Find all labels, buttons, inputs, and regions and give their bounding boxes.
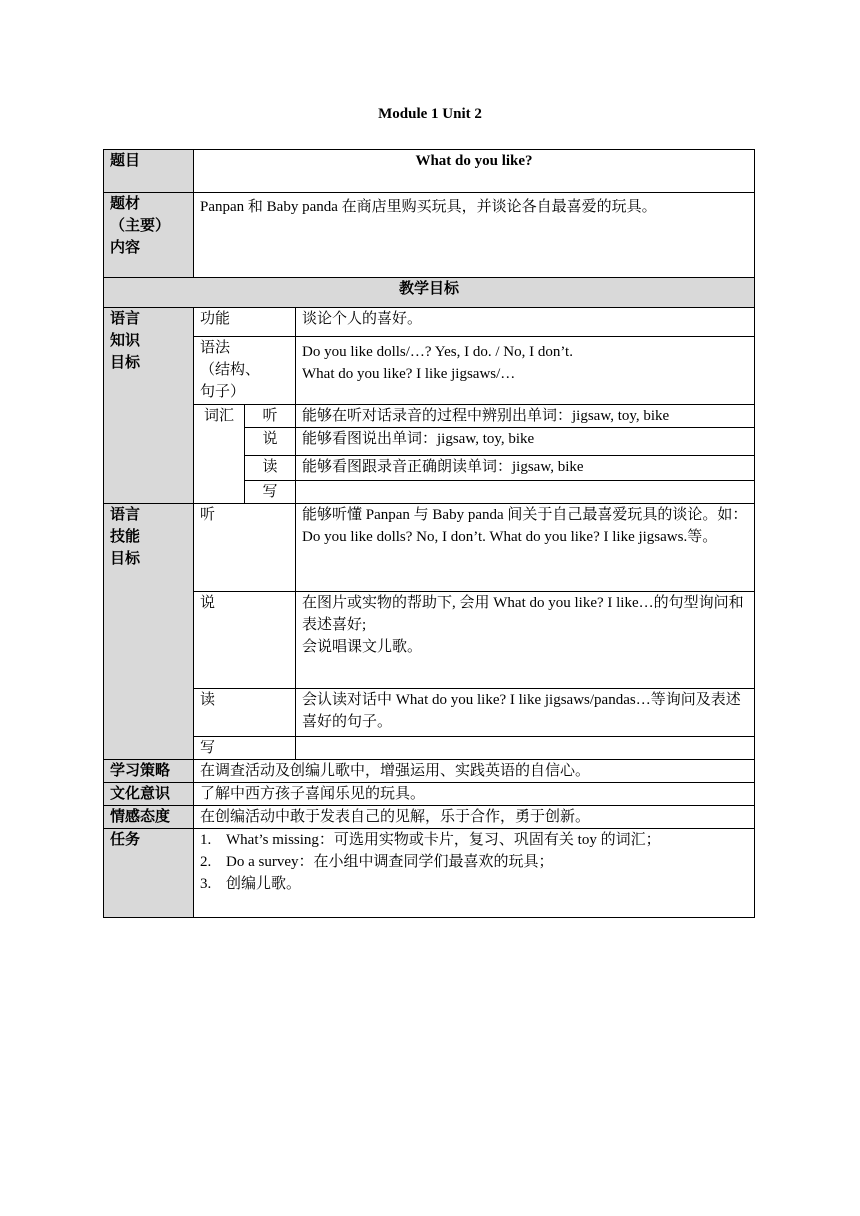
knowledge-label-line: 语言 [110,311,141,327]
strategy-value: 在调查活动及创编儿歌中，增强运用、实践英语的自信心。 [194,760,755,783]
strategy-label: 学习策略 [104,760,194,783]
culture-value: 了解中西方孩子喜闻乐见的玩具。 [194,783,755,806]
skill-row [104,737,755,760]
topic-row [104,150,755,193]
knowledge-label-line: 目标 [110,355,141,371]
vocab-value: 能够看图跟录音正确朗读单词：jigsaw, bike [296,456,755,481]
task-number: 1. [200,832,212,848]
attitude-value: 在创编活动中敢于发表自己的见解，乐于合作，勇于创新。 [194,806,755,829]
grammar-value-line: Do you like dolls/…? Yes, I do. / No, I don’t. [302,344,573,360]
attitude-label: 情感态度 [104,806,194,829]
skill-row [104,504,755,592]
goals-header-row [104,278,755,308]
grammar-label-line: 句子） [200,384,246,400]
vocab-value: 能够看图说出单词：jigsaw, toy, bike [296,428,755,456]
culture-label: 文化意识 [104,783,194,806]
function-value: 谈论个人的喜好。 [296,308,755,337]
skill-name: 说 [194,592,296,689]
vocab-value [296,481,755,504]
function-label: 功能 [194,308,296,337]
grammar-value [296,337,755,405]
skill-value [296,737,755,760]
skills-label-line: 目标 [110,551,141,567]
task-number: 2. [200,854,212,870]
topic-label: 题目 [104,150,194,193]
task-item [200,829,748,851]
vocab-label: 词汇 [194,405,245,504]
tasks-label: 任务 [104,829,194,918]
task-item [200,873,748,895]
skill-value: 能够听懂 Panpan 与 Baby panda 间关于自己最喜爱玩具的谈论。如：Do you like dolls? No, I don’t. What do you like? I like jigsaws.等。 [296,504,755,592]
grammar-label-line: （结构、 [200,362,261,378]
skill-name: 写 [194,737,296,760]
task-text: 创编儿歌。 [226,876,302,892]
vocab-skill: 写 [245,481,296,504]
content-row [104,193,755,278]
grammar-label [194,337,296,405]
tasks-row [104,829,755,918]
attitude-row [104,806,755,829]
skill-value [296,592,755,689]
skill-value: 会认读对话中 What do you like? I like jigsaws/pandas…等询问及表述喜好的句子。 [296,689,755,737]
knowledge-label-line: 知识 [110,333,141,349]
tasks-value [194,829,755,918]
task-number: 3. [200,876,212,892]
topic-value: What do you like? [194,150,755,193]
skills-label [104,504,194,760]
grammar-value-line: What do you like? I like jigsaws/… [302,366,516,382]
vocab-value: 能够在听对话录音的过程中辨别出单词：jigsaw, toy, bike [296,405,755,428]
vocab-row [104,405,755,428]
task-text: Do a survey：在小组中调查同学们最喜欢的玩具； [226,854,554,870]
vocab-skill: 听 [245,405,296,428]
content-label [104,193,194,278]
content-label-line: 题材 [110,196,141,212]
strategy-row [104,760,755,783]
culture-row [104,783,755,806]
vocab-skill: 说 [245,428,296,456]
grammar-row [104,337,755,405]
content-label-line: 内容 [110,240,141,256]
page-title: Module 1 Unit 2 [378,106,482,122]
skill-value-line: 会说唱课文儿歌。 [302,639,423,655]
task-text: What’s missing：可选用实物或卡片，复习、巩固有关 toy 的词汇； [226,832,661,848]
skill-row [104,592,755,689]
task-item [200,851,748,873]
content-value: Panpan 和 Baby panda 在商店里购买玩具，并谈论各自最喜爱的玩具。 [194,193,755,278]
function-row [104,308,755,337]
grammar-label-line: 语法 [200,340,231,356]
lesson-plan-table [103,149,755,918]
goals-header: 教学目标 [104,278,755,308]
skill-row [104,689,755,737]
skill-value-line: 在图片或实物的帮助下, 会用 What do you like? I like…的句型询问和表述喜好; [302,595,744,633]
skill-name: 读 [194,689,296,737]
skills-label-line: 语言 [110,507,141,523]
skills-label-line: 技能 [110,529,141,545]
skill-name: 听 [194,504,296,592]
content-label-line: （主要） [110,218,171,234]
vocab-skill: 读 [245,456,296,481]
knowledge-label [104,308,194,504]
